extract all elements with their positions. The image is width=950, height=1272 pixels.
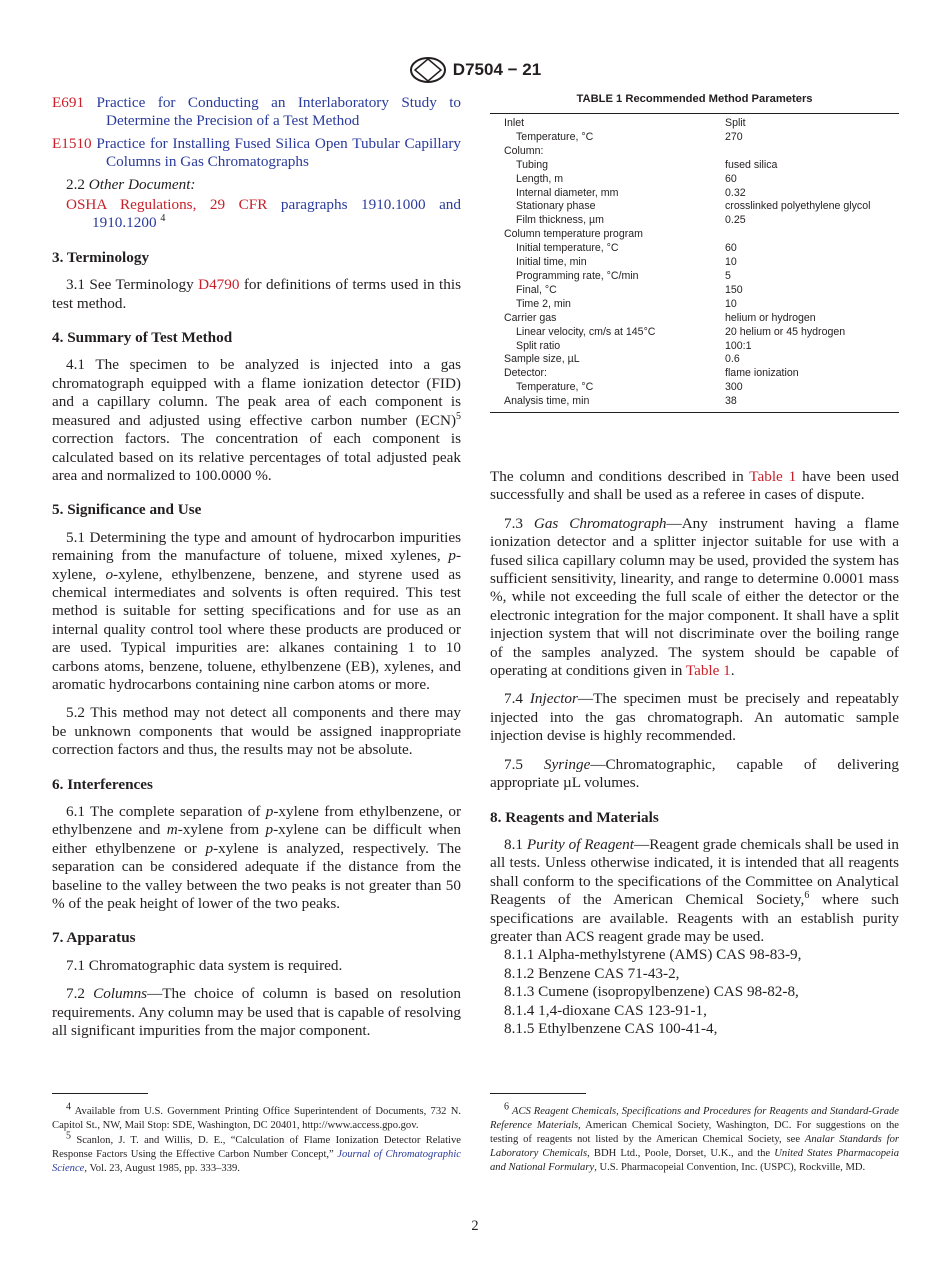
table-row <box>490 340 899 354</box>
paragraph-7-4: 7.4 Injector—The specimen must be precisely and repeatably injected into the gas chromatograph. An automatic sample injection devise is highly recommended. <box>490 690 900 745</box>
reference-osha <box>52 196 461 233</box>
table-row <box>490 114 899 131</box>
param-value: 100:1 <box>725 339 752 352</box>
param-label: Inlet <box>504 117 525 129</box>
param-label: Temperature, °C <box>516 130 594 143</box>
param-value: crosslinked polyethylene glycol <box>725 200 871 213</box>
param-label: Final, °C <box>516 283 557 296</box>
paragraph-5-1: 5.1 Determining the type and amount of hydrocarbon impurities remaining from the manufacture of toluene, mixed xylenes, p-xylene, o-xylene, ethylbenzene, benzene, and styrene used as chemical intermediates and solvents is often required. This test method is suitable for setting specifications and for use as an internal quality control tool where these products are produced or are used. Typical impurities are: alkanes containing 1 to 10 carbons atoms, benzene, toluene, ethylbenzene (EB), xylenes, and aromatic hydrocarbons containing nine carbon atoms or more. <box>52 528 461 693</box>
footnote-ref-6[interactable]: 6 <box>804 890 810 902</box>
list-item: 8.1.5 Ethylbenzene CAS 100-41-4, <box>504 1019 718 1037</box>
param-value: flame ionization <box>725 367 799 380</box>
table-row <box>490 353 899 367</box>
param-label: Column: <box>504 144 544 157</box>
param-value: 300 <box>725 381 743 394</box>
table-row <box>490 326 899 340</box>
other-document-heading: 2.2 Other Document: <box>66 175 196 193</box>
param-value: 0.32 <box>725 186 746 199</box>
param-label: Internal diameter, mm <box>516 186 619 199</box>
standard-code: D7504 − 21 <box>452 60 542 79</box>
ref-code-link[interactable]: E1510 <box>52 134 92 152</box>
list-item: 8.1.1 Alpha-methylstyrene (AMS) CAS 98-83-9, <box>504 946 802 964</box>
param-label: Length, m <box>516 172 564 185</box>
param-value: fused silica <box>725 158 778 171</box>
param-label: Split ratio <box>516 339 561 352</box>
table-row <box>490 200 899 214</box>
paragraph-table-continuation: The column and conditions described in Table 1 have been used successfully and shall be used as a referee in cases of dispute. <box>490 468 899 504</box>
param-value: 20 helium or 45 hydrogen <box>725 325 846 338</box>
param-value: helium or hydrogen <box>725 311 816 324</box>
section-heading-significance: 5. Significance and Use <box>52 501 202 519</box>
osha-link[interactable]: OSHA Regulations, 29 CFR <box>66 196 268 214</box>
astm-logo-icon <box>409 56 447 84</box>
param-value: 150 <box>725 283 743 296</box>
osha-paragraphs-link[interactable]: paragraphs 1910.1000 and 1910.1200 <box>92 196 461 232</box>
table-row <box>490 145 899 159</box>
footnotes-left <box>52 1101 461 1177</box>
paragraph-7-3: 7.3 Gas Chromatograph—Any instrument having a flame ionization detector and a splitter injector suitable for use with a fused silica capillary column may be used, provided the system has sufficient sensitivity, linearity, and range to determine 0.0001 mass %, while not exceeding the full scale of either the detector or the electronic integration for the major component. It shall have a split injection system that will not discriminate over the boiling range of the samples analyzed. The system should be capable of operating at conditions given in Table 1. <box>490 514 899 680</box>
param-label: Column temperature program <box>504 228 643 241</box>
table-1-link[interactable]: Table 1 <box>749 468 797 485</box>
table-row <box>490 214 899 228</box>
table-row <box>490 298 899 312</box>
param-label: Sample size, µL <box>504 353 580 366</box>
param-label: Initial temperature, °C <box>516 242 619 255</box>
footnote-6: $^6$ ACS Reagent Chemicals, Specifications and Procedures for Reagents and Standard-Grade Reference Materials, American Chemical Society, Washington, DC. For suggestions on the testing of reagents not listed by the American Chemical Society, see Analar Standards for Laboratory Chemicals, BDH Ltd., Poole, Dorset, U.K., and the United States Pharmacopeia and National Formulary, U.S. Pharmacopeial Convention, Inc. (USPC), Rockville, MD. <box>490 1101 900 1173</box>
table-1-link[interactable]: Table 1 <box>685 662 731 680</box>
reference-e691 <box>52 94 461 131</box>
paragraph-8-1: 8.1 Purity of Reagent—Reagent grade chemicals shall be used in all tests. Unless otherwise indicated, it is intended that all reagents shall conform to the specifications of the Committee on Analytical Reagents of the American Chemical Society,$^6$ where such specifications are available. Reagents with an establish purity greater than ACS reagent grade may be used. <box>490 835 899 945</box>
param-label: Temperature, °C <box>516 381 594 394</box>
journal-link[interactable]: Journal of Chromatographic Science <box>52 1149 461 1174</box>
table-row <box>490 242 899 256</box>
param-value: 5 <box>725 269 731 282</box>
paragraph-7-2: 7.2 Columns—The choice of column is based on resolution requirements. Any column may be used that is capable of resolving all significant impurities from the major component. <box>52 985 461 1040</box>
d4790-link[interactable]: D4790 <box>198 276 240 294</box>
param-label: Programming rate, °C/min <box>516 269 639 282</box>
table-row <box>490 159 899 173</box>
param-label: Initial time, min <box>516 256 587 269</box>
right-column <box>490 468 899 1038</box>
param-value: 38 <box>725 395 737 408</box>
paragraph-5-2: 5.2 This method may not detect all components and there may be unknown components that would be assigned inappropriate correction factors and thus, the results may not be absolute. <box>52 704 461 759</box>
param-label: Linear velocity, cm/s at 145°C <box>516 325 656 338</box>
param-value <box>721 228 899 242</box>
ref-title-link[interactable]: Practice for Conducting an Interlaboratory Study to Determine the Precision of a Test Method <box>96 94 462 130</box>
left-column <box>52 94 461 1050</box>
page-header <box>0 56 950 84</box>
table-row <box>490 187 899 201</box>
list-item: 8.1.2 Benzene CAS 71-43-2, <box>504 964 680 982</box>
param-value: 60 <box>725 242 737 255</box>
paragraph-7-5: 7.5 Syringe—Chromatographic, capable of delivering appropriate µL volumes. <box>490 755 899 792</box>
page-number: 2 <box>471 1218 479 1234</box>
param-value: 0.6 <box>725 353 740 366</box>
param-value: 10 <box>725 297 737 310</box>
param-value: 0.25 <box>725 214 746 227</box>
param-value <box>721 145 899 159</box>
table-row <box>490 381 899 395</box>
param-label: Detector: <box>504 367 547 380</box>
param-value: Split <box>725 117 746 129</box>
table-row <box>490 256 899 270</box>
table-caption: TABLE 1 Recommended Method Parameters <box>576 93 813 105</box>
param-value: 270 <box>725 130 743 143</box>
table-row <box>490 312 899 326</box>
table-row <box>490 270 899 284</box>
footnote-ref-4[interactable]: 4 <box>160 213 166 225</box>
paragraph-4-1: 4.1 The specimen to be analyzed is injected into a gas chromatograph equipped with a flame ionization detector (FID) and a capillary column. The peak area of each component is measured and adjusted using effective carbon number (ECN)$^5$ correction factors. The concentration of each component is calculated based on its relative percentages of total adjusted peak area and normalized to 100.0000 %. <box>52 356 461 484</box>
param-label: Analysis time, min <box>504 395 590 408</box>
table-row <box>490 284 899 298</box>
footnote-divider <box>52 1093 148 1094</box>
paragraph-7-1: 7.1 Chromatographic data system is required. <box>66 956 343 974</box>
parameters-table <box>490 114 899 412</box>
footnotes-right <box>490 1101 900 1176</box>
footnote-divider <box>490 1093 586 1094</box>
footnote-4: $^4$ Available from U.S. Government Printing Office Superintendent of Documents, 732 N. Capitol St., NW, Mail Stop: SDE, Washington, DC 20401, http://www.access.gpo.gov. <box>52 1101 461 1131</box>
param-label: Time 2, min <box>516 297 571 310</box>
table-row <box>490 173 899 187</box>
paragraph-6-1: 6.1 The complete separation of p-xylene from ethylbenzene, or ethylbenzene and m-xylene from p-xylene can be difficult when either ethylbenzene or p-xylene is analyzed, respectively. The separation can be considered adequate if the distance from the baseline to the valley between the two peaks is not greater than 50 % of the peak height of lower of the two peaks. <box>52 803 462 913</box>
section-heading-reagents: 8. Reagents and Materials <box>490 808 659 826</box>
table-row <box>490 131 899 145</box>
ref-code-link[interactable]: E691 <box>52 94 85 111</box>
param-label: Tubing <box>516 158 548 171</box>
param-label: Film thickness, µm <box>516 214 604 227</box>
section-heading-interferences: 6. Interferences <box>52 775 153 793</box>
table-row <box>490 395 899 412</box>
ref-title-link[interactable]: Practice for Installing Fused Silica Open Tubular Capillary Columns in Gas Chromatographs <box>96 134 461 171</box>
table-1 <box>490 93 899 413</box>
param-label: Stationary phase <box>516 200 596 213</box>
footnote-5: $^5$ Scanlon, J. T. and Willis, D. E., “Calculation of Flame Ionization Detector Relative Response Factors Using the Effective Carbon Number Concept,” Journal of Chromatographic Science, Vol. 23, August 1985, pp. 333–339. <box>52 1130 461 1174</box>
section-heading-apparatus: 7. Apparatus <box>52 929 136 947</box>
section-heading-summary: 4. Summary of Test Method <box>52 329 233 347</box>
list-item: 8.1.3 Cumene (isopropylbenzene) CAS 98-82-8, <box>504 983 799 1001</box>
table-row <box>490 228 899 242</box>
paragraph-3-1: 3.1 See Terminology D4790 for definitions of terms used in this test method. <box>52 276 461 312</box>
reference-e1510 <box>52 135 461 172</box>
param-label: Carrier gas <box>504 311 557 324</box>
param-value: 10 <box>725 256 737 269</box>
section-heading-terminology: 3. Terminology <box>52 248 150 266</box>
param-value: 60 <box>725 172 737 185</box>
table-row <box>490 367 899 381</box>
footnote-ref-5[interactable]: 5 <box>456 410 461 422</box>
list-item: 8.1.4 1,4-dioxane CAS 123-91-1, <box>504 1001 707 1019</box>
